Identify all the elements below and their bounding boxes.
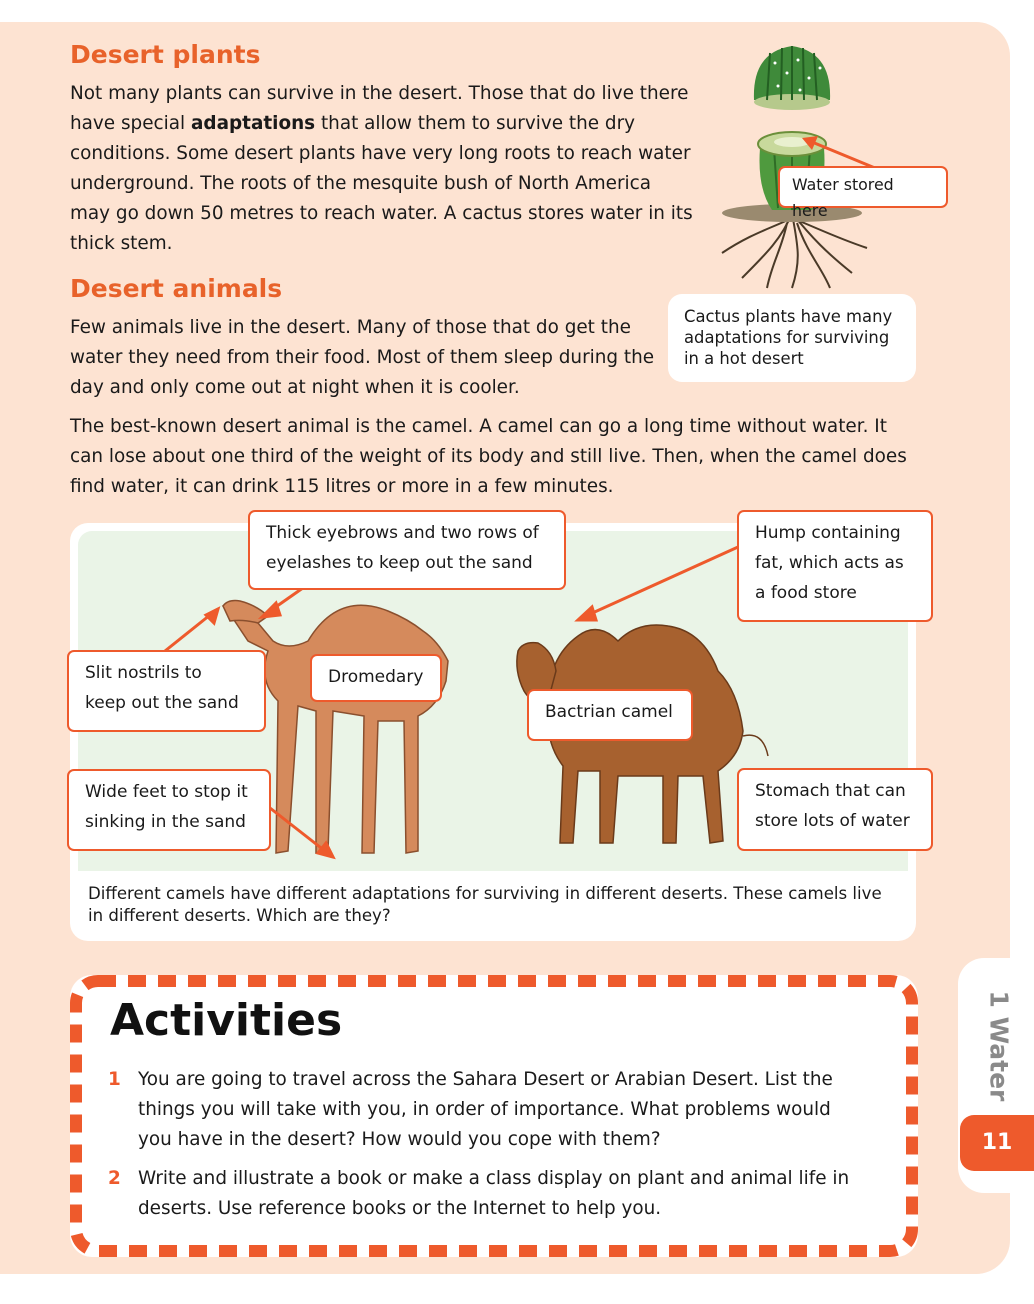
hump-label: Hump containing fat, which acts as a food store bbox=[737, 510, 933, 622]
desert-animals-paragraph-2: The best-known desert animal is the camel. A camel can go a long time without water. It can lose about one third of the weight of its body and still live. Then, when the camel does find water, it can drink 115 litres or more in a few minutes. bbox=[70, 416, 907, 497]
eyebrows-label: Thick eyebrows and two rows of eyelashes to keep out the sand bbox=[248, 510, 566, 590]
cactus-caption: Cactus plants have many adaptations for surviving in a hot desert bbox=[668, 294, 916, 382]
desert-plants-heading: Desert plants bbox=[70, 40, 261, 69]
page-number: 11 bbox=[960, 1115, 1034, 1171]
desert-animals-heading: Desert animals bbox=[70, 274, 283, 303]
nostrils-label: Slit nostrils to keep out the sand bbox=[67, 650, 266, 732]
activities-box bbox=[70, 975, 918, 1257]
stomach-label: Stomach that can store lots of water bbox=[737, 768, 933, 851]
desert-animals-paragraph-1: Few animals live in the desert. Many of those that do get the water they need from their food. Most of them sleep during the day and only come out at night when it is cooler. bbox=[70, 317, 655, 398]
bactrian-label: Bactrian camel bbox=[527, 689, 693, 741]
activity-text: You are going to travel across the Sahara Desert or Arabian Desert. List the things you will take with you, in order of importance. What problems would you have in the desert? How would you cope with them? bbox=[138, 1069, 833, 1150]
desert-plants-paragraph: Not many plants can survive in the desert. Those that do live there have special adaptations that allow them to survive the dry conditions. Some desert plants have very long roots to reach water underground. The roots of the mesquite bush of North America may go down 50 metres to reach water. A cactus stores water in its thick stem. bbox=[70, 83, 693, 254]
activity-text: Write and illustrate a book or make a class display on plant and animal life in deserts. Use reference books or the Internet to help you. bbox=[138, 1168, 850, 1219]
activity-item-2 bbox=[108, 1164, 888, 1226]
camel-figure-caption: Different camels have different adaptations for surviving in different deserts. These camels live in different deserts. Which are they? bbox=[88, 884, 882, 925]
activity-number: 2 bbox=[108, 1168, 121, 1189]
adaptations-keyword: adaptations bbox=[191, 113, 316, 134]
activity-item-1 bbox=[108, 1065, 888, 1157]
activity-number: 1 bbox=[108, 1069, 121, 1090]
water-stored-label: Water stored here bbox=[778, 166, 948, 208]
feet-label: Wide feet to stop it sinking in the sand bbox=[67, 769, 271, 851]
activities-title: Activities bbox=[110, 995, 343, 1046]
chapter-label: 1 Water bbox=[984, 990, 1014, 1102]
dromedary-label: Dromedary bbox=[310, 654, 442, 702]
